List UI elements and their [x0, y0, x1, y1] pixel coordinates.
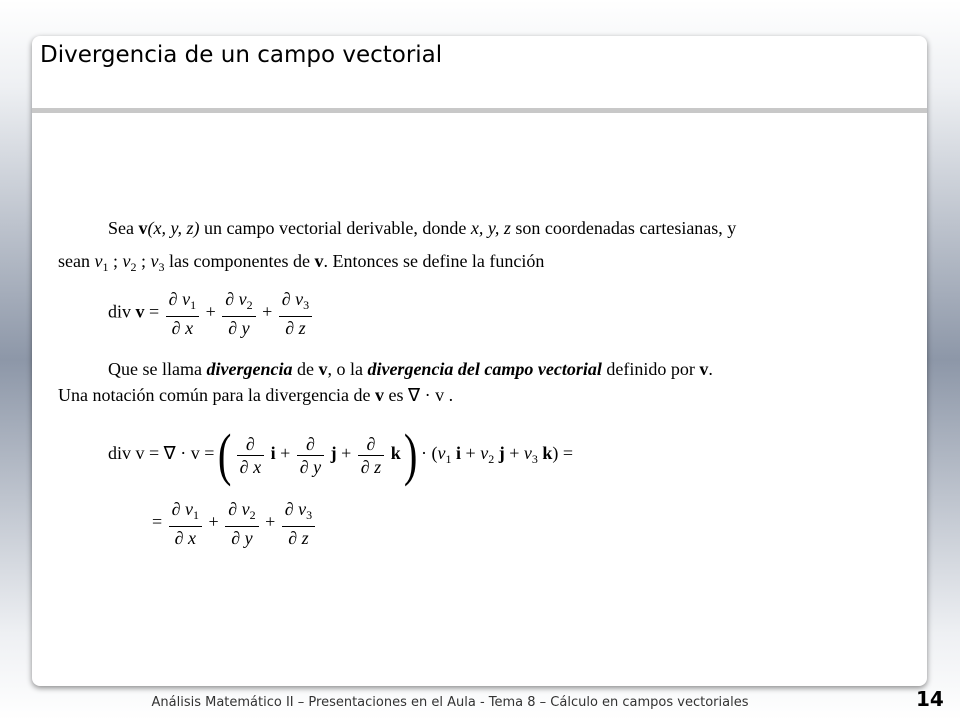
text-p3-a: Que se llama	[108, 359, 202, 379]
equals-sign: =	[149, 301, 160, 322]
nabla-notation: ∇ · v	[408, 385, 445, 405]
nabla-lhs: div v = ∇ · v =	[108, 443, 215, 464]
text-p1-b: son coordenadas cartesianas, y	[515, 218, 737, 238]
div-label: div	[108, 301, 132, 322]
vector-v-4: v	[699, 359, 709, 379]
page-number: 14	[916, 687, 944, 711]
slide-title: Divergencia de un campo vectorial	[40, 42, 443, 68]
div-v: v	[135, 301, 145, 322]
fraction-dv3-dz: $\frac{\partial v_3}{\partial z}$	[279, 288, 312, 339]
vector-v: v	[138, 218, 148, 238]
text-p4-a: Una notación común para la divergencia de	[58, 385, 371, 405]
text-p1-a: un campo vectorial derivable, donde	[203, 218, 467, 238]
paragraph-line-3: Que se llama divergencia de v, o la divergencia del campo vectorial definido por v.	[108, 359, 713, 379]
coords-xyz: x, y, z	[470, 218, 511, 238]
slide-footer: Análisis Matemático II – Presentaciones en el Aula - Tema 8 – Cálculo en campos vectoriales	[151, 695, 749, 710]
nabla-formula-line-1: div v = ∇ · v = ( $\frac{\partial}{\partial x}$ i + $\frac{\partial}{\partial y}$ j + $\frac{\partial}{\partial z}$ k ) · ($v_1$ $i + v_2$ $j + v_3$ k) =	[108, 422, 574, 487]
text-p3-d: definido por	[606, 359, 695, 379]
nabla-formula-line-2: = $\frac{\partial v_1}{\partial x}$ + $\frac{\partial v_2}{\partial y}$ + $\frac{\partial v_3}{\partial z}$	[152, 498, 317, 549]
term-divergencia-campo: divergencia del campo vectorial	[367, 359, 602, 379]
fraction-dv1-dx: $\frac{\partial v_1}{\partial x}$	[166, 288, 199, 339]
text-sea: Sea	[108, 218, 134, 238]
paragraph-line-4: Una notación común para la divergencia de v es ∇ · v .	[58, 385, 454, 405]
text-p3-b: de	[296, 359, 314, 379]
divergence-formula: div v = $\frac{\partial v_1}{\partial x}$ + $\frac{\partial v_2}{\partial y}$ + $\frac{\partial v_3}{\partial z}$	[108, 288, 314, 339]
slide-content	[32, 36, 927, 686]
vector-v-3: v	[318, 359, 328, 379]
text-p2-b: . Entonces se define la función	[323, 251, 545, 271]
fraction-dv2-dy: $\frac{\partial v_2}{\partial y}$	[222, 288, 255, 339]
text-p2-a: las componentes de	[169, 251, 310, 271]
vector-v-2: v	[314, 251, 324, 271]
text-p3-c: , o la	[327, 359, 363, 379]
vector-v-5: v	[375, 385, 385, 405]
slide	[32, 36, 927, 686]
text-sean: sean	[58, 251, 90, 271]
text-p4-b: es	[388, 385, 404, 405]
paragraph-line-2: sean $v_1$ ; $v_2$ ; $v_3$ las componentes de v. Entonces se define la función	[58, 251, 545, 274]
vector-args: (x, y, z)	[147, 218, 200, 238]
term-divergencia: divergencia	[206, 359, 293, 379]
paragraph-line-1	[108, 218, 736, 239]
